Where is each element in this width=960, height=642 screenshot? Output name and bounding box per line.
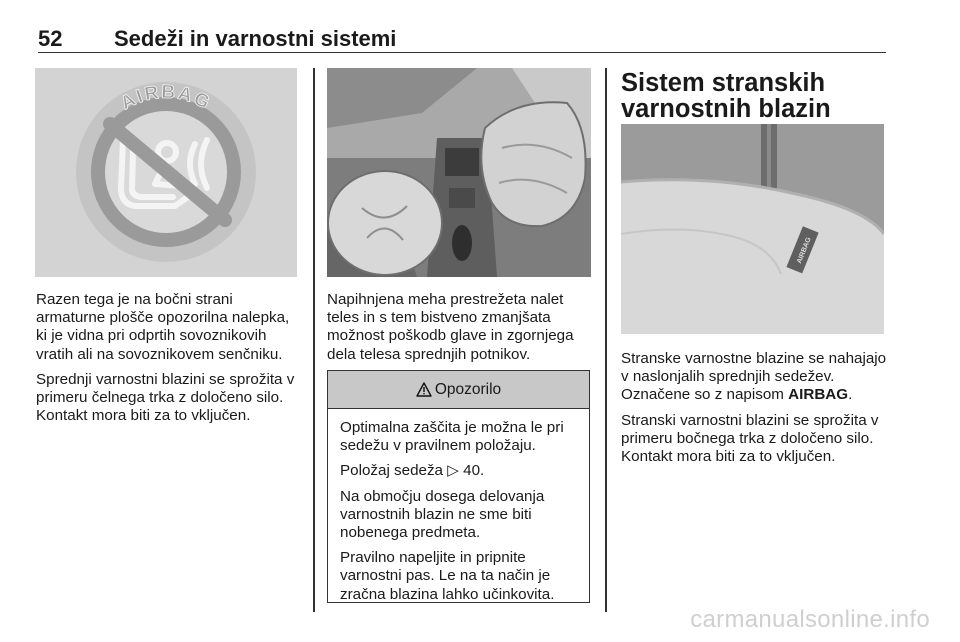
side-airbag-heading: Sistem stranskih varnostnih blazin [621, 69, 831, 123]
column-divider-left [313, 68, 315, 612]
seat-airbag-tag-text: AIRBAG [795, 236, 813, 265]
left-paragraph-2: Sprednji varnostni blazini se sprožita v primeru čelnega trka z določeno silo. Kontakt mora biti za to vključen. [36, 370, 295, 425]
middle-paragraph-1: Napihnjena meha prestrežeta nalet teles in s tem bistveno zmanjšata možnost poškodb glave in zgornjega dela telesa sprednjih potnikov. [327, 291, 574, 363]
middle-column-text [327, 291, 595, 364]
warning-box [327, 370, 590, 603]
seat-backrest-illustration [621, 124, 884, 334]
left-paragraph-1: Razen tega je na bočni strani armaturne plošče opozorilna nalepka, ki je vidna pri odprtih sovoznikovih vratih ali na sovoznikovem senčniku. [36, 291, 290, 363]
page-number: 52 [38, 26, 63, 51]
dashboard-airbags-illustration [327, 68, 591, 277]
driver-airbag [328, 171, 442, 275]
page-header [38, 26, 886, 53]
warning-triangle-icon [416, 382, 432, 397]
right-paragraph-2: Stranski varnostni blazini se sprožita v primeru bočnega trka z določeno silo. Kontakt mora biti za to vključen. [621, 411, 879, 466]
left-column-text [36, 291, 302, 425]
warning-paragraph-1: Optimalna zaščita je možna le pri sedežu v pravilnem položaju. [340, 419, 564, 455]
watermark: carmanualsonline.info [690, 606, 930, 633]
airbag-warning-label-image [35, 68, 297, 277]
airbag-inline-label: AIRBAG [788, 386, 849, 404]
right-column-text [621, 350, 889, 466]
right-paragraph-1-prefix: Stranske varnostne blazine se nahajajo v naslonjalih sprednjih sedežev. Označene so z napisom [621, 350, 887, 404]
warning-body [328, 409, 589, 604]
column-divider-right [605, 68, 607, 612]
warning-header [328, 371, 589, 409]
warning-paragraph-4: Pravilno napeljite in pripnite varnostni pas. Le na ta način je zračna blazina lahko učinkovita. [340, 549, 555, 603]
front-airbags-photo [327, 68, 591, 277]
section-title: Sedeži in varnostni sistemi [114, 26, 397, 51]
warning-paragraph-2: Položaj sedeža ▷ 40. [340, 462, 485, 480]
right-paragraph-1-suffix: . [848, 386, 853, 404]
airbag-sticker-text: AIRBAG [117, 81, 215, 115]
airbag-prohibition-sticker [35, 68, 297, 277]
warning-paragraph-3: Na območju dosega delovanja varnostnih blazin ne sme biti nobenega predmeta. [340, 487, 545, 542]
warning-title: Opozorilo [434, 380, 502, 398]
right-paragraph-1 [621, 350, 889, 405]
side-airbag-seat-photo [621, 124, 884, 334]
right-column-heading-block [621, 70, 889, 122]
passenger-airbag [481, 102, 585, 226]
